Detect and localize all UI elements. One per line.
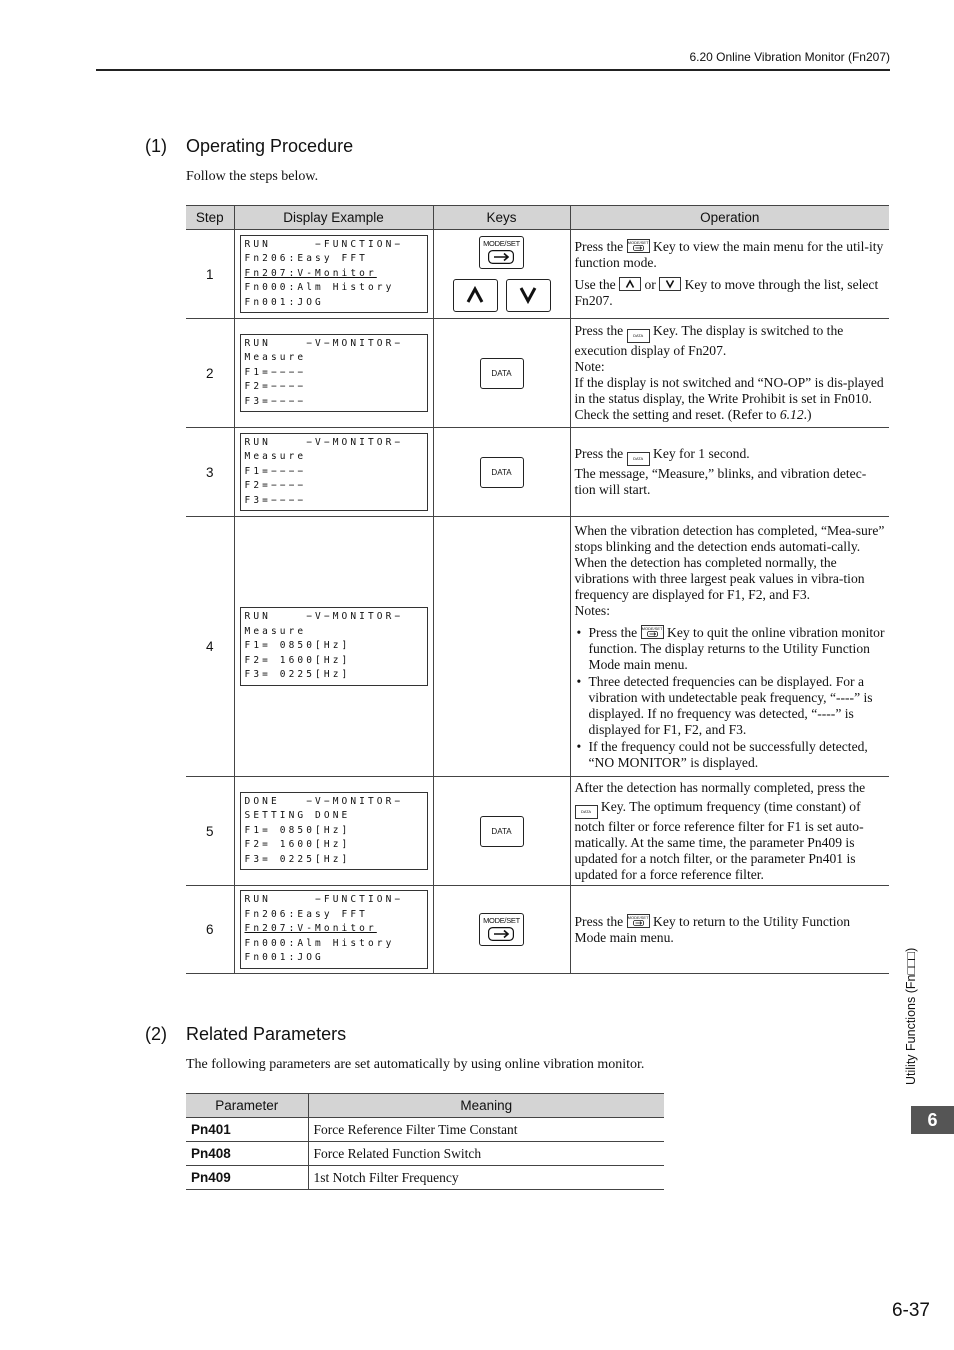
column-header: Step [186, 206, 234, 230]
parameters-header-row [186, 1094, 664, 1118]
section-intro: Follow the steps below. [186, 169, 319, 184]
keys-cell [433, 777, 570, 886]
operation-cell: Press the MODE/SET Key to view the main menu for the util-ity function mode. Use the or Key to move through the list, select Fn207. [570, 230, 889, 319]
display-line: RUN −V−MONITOR− [244, 337, 404, 349]
step-number: 1 [186, 230, 234, 319]
data-key-icon: DATA [480, 457, 524, 488]
table-row [186, 1142, 664, 1166]
table-row [186, 1166, 664, 1190]
display-line: RUN −V−MONITOR− [244, 436, 404, 448]
mode-set-key-icon: MODE/SET [641, 625, 664, 639]
display-line: RUN −V−MONITOR− [244, 611, 404, 623]
operation-cell: After the detection has normally completed, press the DATA Key. The optimum frequency (time constant) of notch filter or force reference filter for F1 is set auto-matically. At the same time, the parameter Pn409 is updated for a notch filter, or the parameter Pn401 is updated for a force reference filter. [570, 777, 889, 886]
display-line: Fn206:Easy FFT [244, 253, 368, 265]
operation-cell: Press the DATA Key. The display is switched to the execution display of Fn207. Note: If the display is not switched and “NO-OP” is dis-played in the status display, the Write Prohibit is set in Fn010. Check the setting and reset. (Refer to 6.12.) [570, 319, 889, 428]
list-item: • If the frequency could not be successfully detected, “NO MONITOR” is displayed. [576, 739, 886, 771]
column-header: Parameter [186, 1094, 308, 1118]
display-line: RUN −FUNCTION− [244, 238, 404, 250]
display-line: F3=−−−− [244, 494, 307, 506]
section-heading-related-parameters [145, 1024, 346, 1045]
keys-cell [433, 230, 570, 319]
display-line: Measure [244, 625, 307, 637]
display-cell [234, 319, 433, 428]
section-title: Operating Procedure [186, 136, 354, 156]
display-line: F1=−−−− [244, 366, 307, 378]
section-number: (2) [145, 1024, 167, 1044]
display-line: SETTING DONE [244, 810, 351, 822]
parameter-meaning: Force Related Function Switch [308, 1142, 664, 1166]
table-row [186, 517, 889, 777]
panel-display [240, 890, 428, 969]
data-key-icon: DATA [480, 358, 524, 389]
display-line: F2= 1600[Hz] [244, 839, 351, 851]
data-key-icon: DATA [627, 452, 650, 466]
mode-set-key-icon: MODE/SET [627, 239, 650, 253]
table-row [186, 230, 889, 319]
up-arrow-key-icon [453, 279, 498, 312]
table-row [186, 319, 889, 428]
column-header: Keys [433, 206, 570, 230]
mode-set-key-icon: MODE/SET [479, 236, 524, 269]
display-line: Fn207:V-Monitor [244, 267, 377, 279]
display-line: F1=−−−− [244, 465, 307, 477]
table-row [186, 886, 889, 974]
data-key-icon: DATA [480, 816, 524, 847]
step-number: 5 [186, 777, 234, 886]
panel-display [240, 235, 428, 314]
display-line: Fn207:V-Monitor [244, 923, 377, 935]
display-line: F3=−−−− [244, 395, 307, 407]
section-intro: The following parameters are set automatically by using online vibration monitor. [186, 1057, 645, 1072]
keys-cell [433, 886, 570, 974]
section-title: Related Parameters [186, 1024, 347, 1044]
section-heading-operating-procedure [145, 136, 353, 157]
display-line: F3= 0225[Hz] [244, 853, 351, 865]
list-item: • Three detected frequencies can be displayed. For a vibration with undetectable peak frequency, “----” is displayed. If no frequency was detected, “----” is displayed for F1, F2, and F3. [576, 674, 886, 738]
display-line: RUN −FUNCTION− [244, 894, 404, 906]
list-item: • Press the MODE/SET Key to quit the online vibration monitor function. The display returns to the Utility Function Mode main menu. [576, 625, 886, 673]
procedure-table [186, 205, 889, 974]
header-rule [96, 69, 890, 71]
display-line: F2=−−−− [244, 381, 307, 393]
display-cell [234, 428, 433, 517]
operation-cell: When the vibration detection has completed, “Mea-sure” stops blinking and the detection ends automati-cally. When the detection has completed normally, the vibrations with three largest peak values in vibra-tion frequency are displayed for F1, F2, and F3. Notes: • Press the MODE/SET Key to quit the online vibration monitor function. The display returns to the Utility Function Mode main menu. • Three detected frequencies can be displayed. For a vibration with undetectable peak frequency, “----” is displayed. If no frequency was detected, “----” is displayed for F1, F2, and F3. • If the frequency could not be successfully detected, “NO MONITOR” is displayed. [570, 517, 889, 777]
column-header: Meaning [308, 1094, 664, 1118]
display-line: DONE −V−MONITOR− [244, 795, 404, 807]
parameter-name: Pn401 [186, 1118, 308, 1142]
display-line: Fn206:Easy FFT [244, 908, 368, 920]
page-number: 6-37 [891, 1300, 930, 1321]
display-cell [234, 517, 433, 777]
operation-cell: Press the MODE/SET Key to return to the Utility Function Mode main menu. [570, 886, 889, 974]
chapter-tab: 6 [911, 1106, 954, 1134]
operation-cell: Press the DATA Key for 1 second. The message, “Measure,” blinks, and vibration detec-tion will start. [570, 428, 889, 517]
table-row [186, 777, 889, 886]
display-line: Measure [244, 352, 307, 364]
display-line: F2=−−−− [244, 480, 307, 492]
display-line: F1= 0850[Hz] [244, 640, 351, 652]
step-number: 4 [186, 517, 234, 777]
display-cell [234, 886, 433, 974]
display-line: Fn000:Alm History [244, 282, 395, 294]
display-line: Fn001:JOG [244, 296, 324, 308]
display-cell [234, 777, 433, 886]
column-header: Display Example [234, 206, 433, 230]
display-line: F2= 1600[Hz] [244, 654, 351, 666]
keys-cell [433, 428, 570, 517]
panel-display [240, 792, 428, 871]
section-number: (1) [145, 136, 167, 156]
parameter-meaning: Force Reference Filter Time Constant [308, 1118, 664, 1142]
down-arrow-key-icon [659, 277, 681, 291]
display-line: F1= 0850[Hz] [244, 824, 351, 836]
display-line: Measure [244, 451, 307, 463]
table-row [186, 428, 889, 517]
panel-display [240, 433, 428, 512]
mode-set-key-icon: MODE/SET [479, 913, 524, 946]
panel-display [240, 607, 428, 686]
data-key-icon: DATA [627, 329, 650, 343]
step-number: 6 [186, 886, 234, 974]
column-header: Operation [570, 206, 889, 230]
display-line: F3= 0225[Hz] [244, 669, 351, 681]
procedure-header-row [186, 206, 889, 230]
running-header: 6.20 Online Vibration Monitor (Fn207) [689, 50, 890, 64]
data-key-icon: DATA [575, 805, 598, 819]
parameter-meaning: 1st Notch Filter Frequency [308, 1166, 664, 1190]
up-arrow-key-icon [619, 277, 641, 291]
mode-set-key-icon: MODE/SET [627, 914, 650, 928]
step-number: 3 [186, 428, 234, 517]
parameters-table [186, 1093, 664, 1190]
parameter-name: Pn408 [186, 1142, 308, 1166]
side-chapter-label: Utility Functions (Fn□□□) [904, 947, 918, 1085]
parameter-name: Pn409 [186, 1166, 308, 1190]
down-arrow-key-icon [506, 279, 551, 312]
display-cell [234, 230, 433, 319]
display-line: Fn001:JOG [244, 952, 324, 964]
keys-cell [433, 517, 570, 777]
table-row [186, 1118, 664, 1142]
panel-display [240, 334, 428, 413]
display-line: Fn000:Alm History [244, 937, 395, 949]
step-number: 2 [186, 319, 234, 428]
keys-cell [433, 319, 570, 428]
